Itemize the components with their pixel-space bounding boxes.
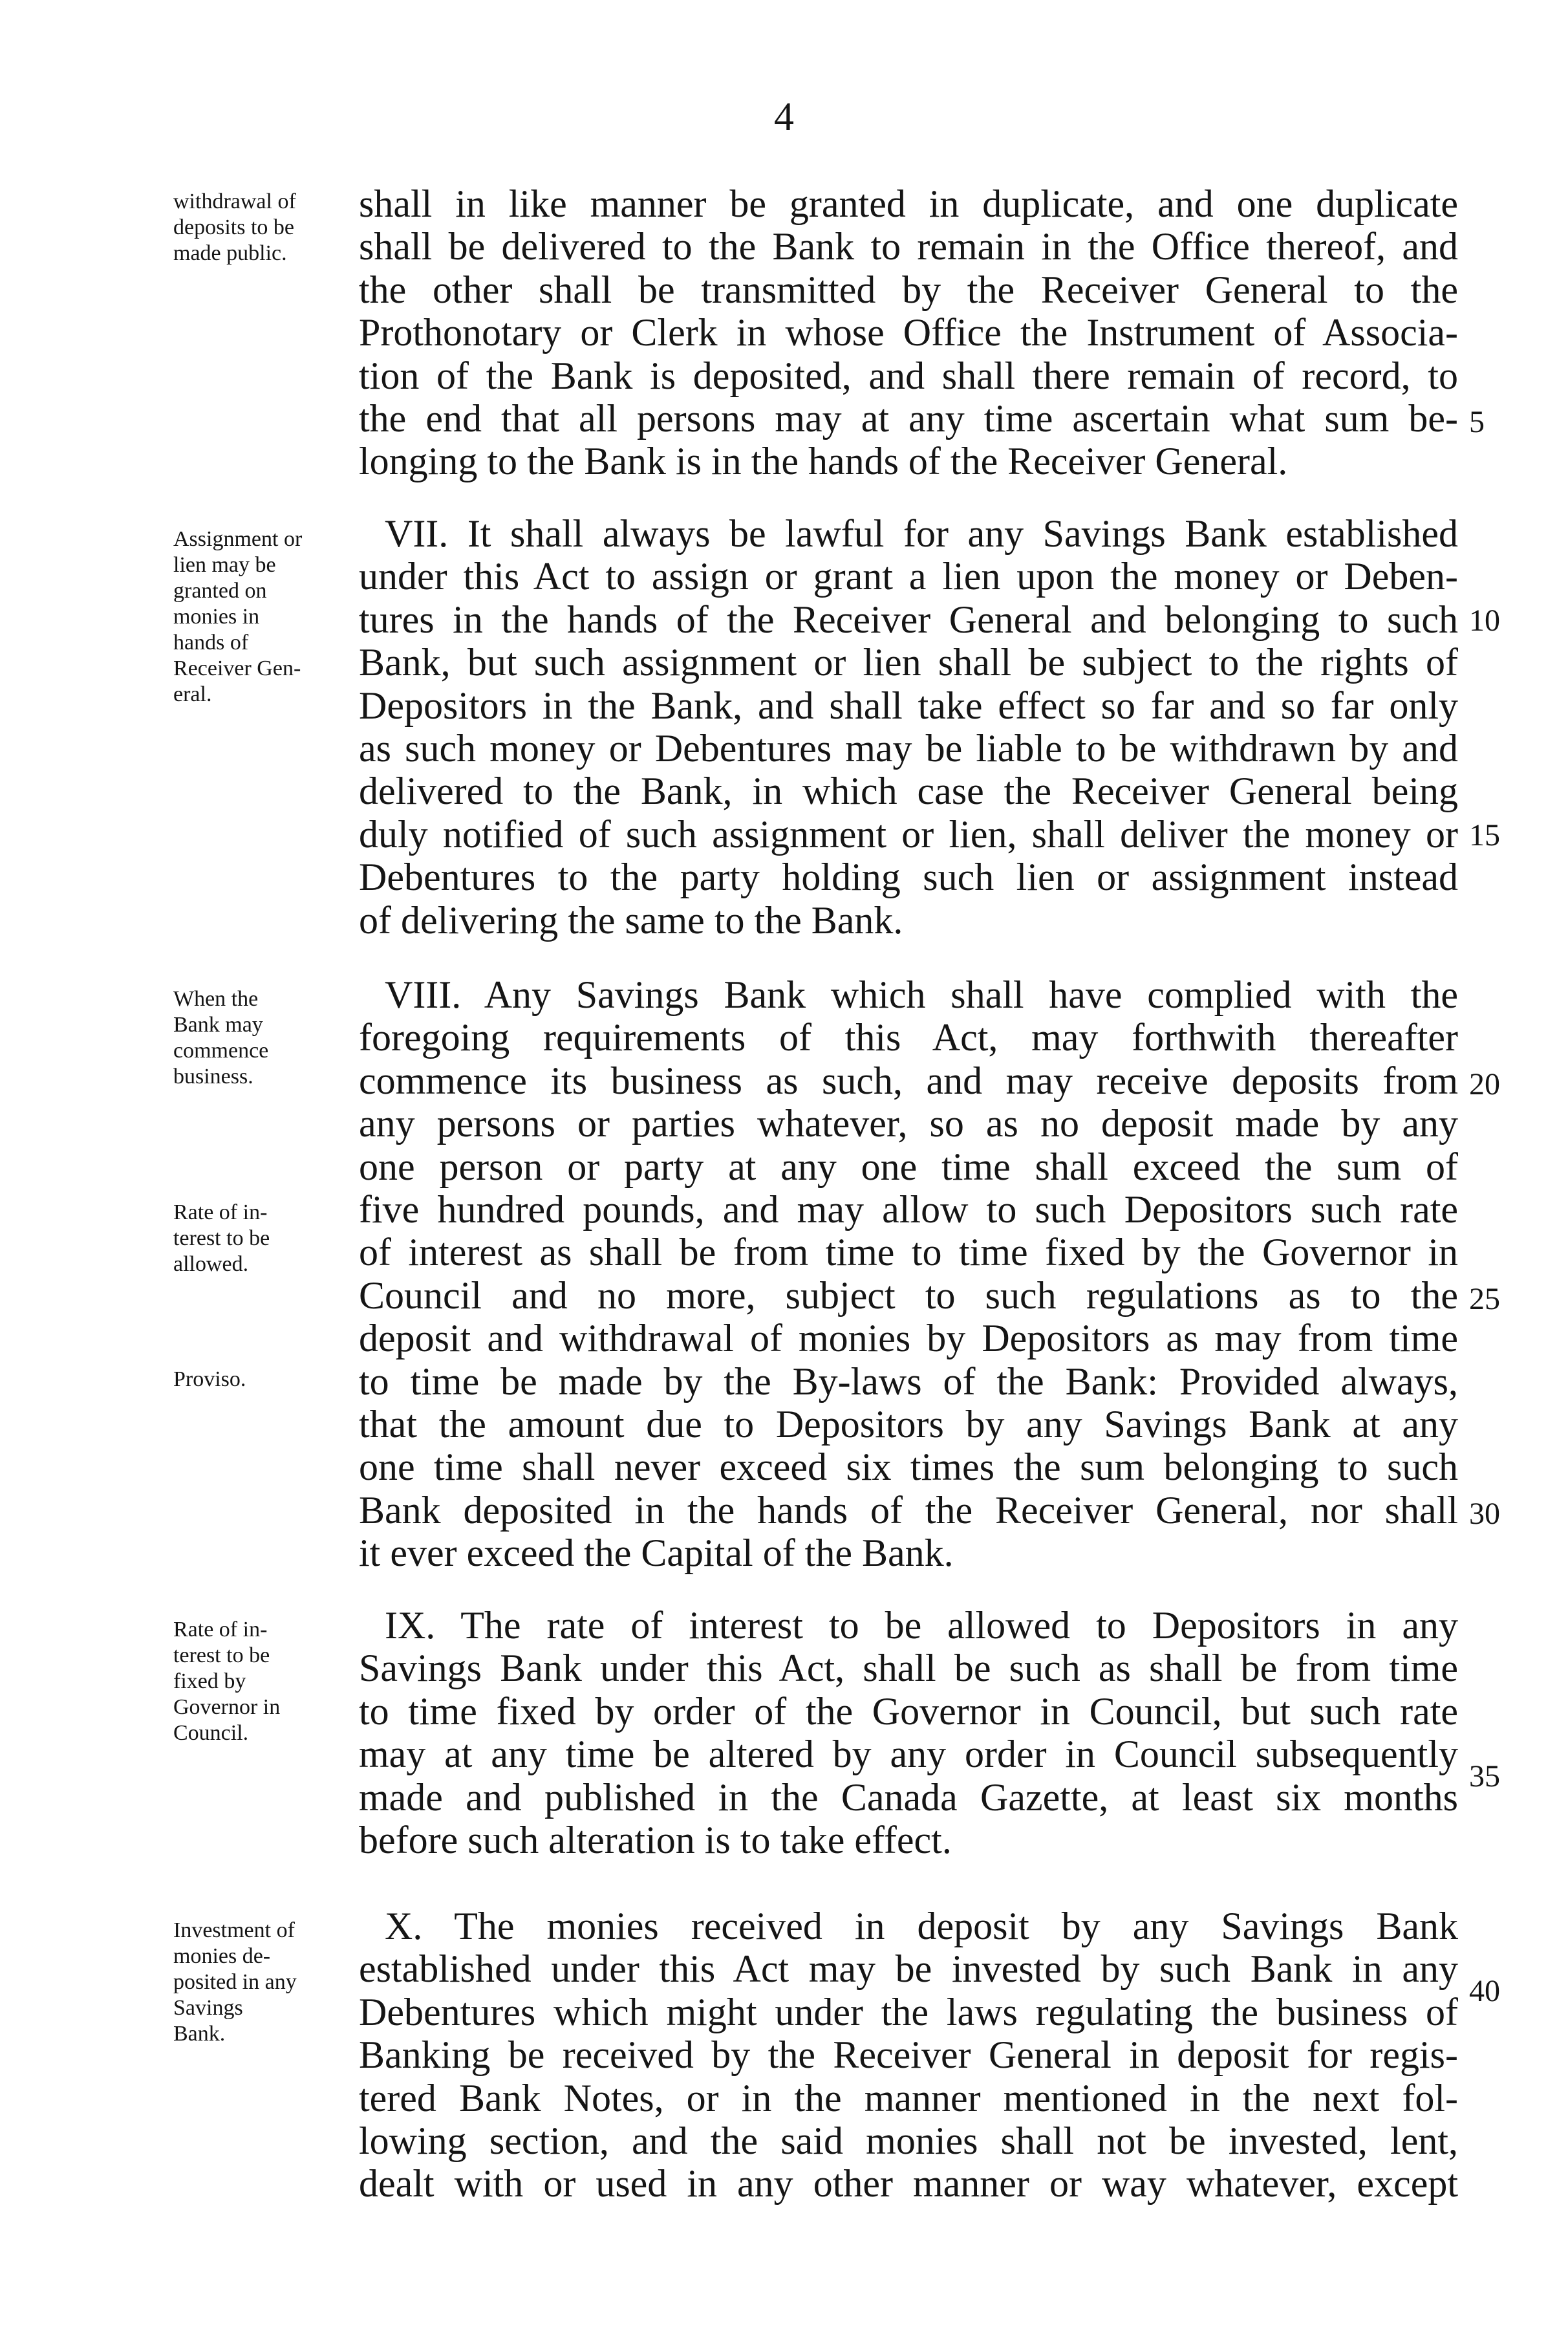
paragraph [359, 973, 1458, 1575]
marginal-line: Bank may [173, 1013, 263, 1037]
text-line: it ever exceed the Capital of the Bank. [359, 1532, 954, 1575]
text-line: established under this Act may be invested by such Bank in any [359, 1947, 1458, 1991]
text-line: Debentures to the party holding such lien or assignment instead [359, 856, 1458, 899]
marginal-note [173, 1617, 358, 1746]
text-line: that the amount due to Depositors by any Savings Bank at any [359, 1403, 1458, 1446]
marginal-line: Investment of [173, 1918, 295, 1942]
text-line: Prothonotary or Clerk in whose Office the Instrument of Associa- [359, 311, 1458, 354]
paragraph [359, 512, 1458, 942]
marginal-line: Rate of in- [173, 1618, 268, 1641]
marginal-note [173, 189, 358, 266]
marginal-line: Council. [173, 1721, 249, 1745]
line-number: 20 [1469, 1067, 1500, 1101]
line-number: 30 [1469, 1497, 1500, 1531]
marginal-line: withdrawal of [173, 190, 296, 213]
text-line: IX. The rate of interest to be allowed to Depositors in any [385, 1604, 1458, 1647]
line-number: 15 [1469, 818, 1500, 852]
text-line: any persons or parties whatever, so as no deposit made by any [359, 1102, 1458, 1145]
marginal-note [173, 1918, 358, 2047]
marginal-line: Bank. [173, 2022, 226, 2046]
marginal-line: posited in any [173, 1970, 297, 1994]
text-line: delivered to the Bank, in which case the Receiver General being [359, 770, 1458, 813]
text-line: Debentures which might under the laws regulating the business of [359, 1990, 1458, 2033]
marginal-line: granted on [173, 579, 267, 603]
marginal-line: eral. [173, 682, 212, 706]
marginal-note [173, 1367, 358, 1392]
text-line: as such money or Debentures may be liable to be withdrawn by and [359, 727, 1458, 770]
text-line: under this Act to assign or grant a lien upon the money or Deben- [359, 555, 1458, 598]
text-line: dealt with or used in any other manner or way whatever, except [359, 2162, 1458, 2205]
page-number: 4 [774, 95, 794, 139]
text-line: Banking be received by the Receiver General in deposit for regis- [359, 2033, 1458, 2077]
text-line: deposit and withdrawal of monies by Depositors as may from time [359, 1317, 1458, 1360]
text-line: before such alteration is to take effect. [359, 1819, 952, 1862]
marginal-line: When the [173, 987, 259, 1011]
line-number: 35 [1469, 1759, 1500, 1793]
text-line: one person or party at any one time shall exceed the sum of [359, 1145, 1458, 1188]
marginal-line: Governor in [173, 1695, 281, 1719]
text-line: of delivering the same to the Bank. [359, 898, 903, 942]
marginal-line: lien may be [173, 553, 276, 577]
text-line: lowing section, and the said monies shall not be invested, lent, [359, 2119, 1458, 2163]
marginal-line: terest to be [173, 1643, 270, 1667]
text-line: the other shall be transmitted by the Receiver General to the [359, 268, 1458, 311]
marginal-note [173, 526, 358, 708]
text-line: Bank deposited in the hands of the Receiver General, nor shall [359, 1488, 1458, 1532]
marginal-line: Receiver Gen- [173, 656, 301, 680]
text-line: foregoing requirements of this Act, may forthwith thereafter [359, 1016, 1458, 1059]
text-line: one time shall never exceed six times the sum belonging to such [359, 1446, 1458, 1489]
text-line: longing to the Bank is in the hands of the Receiver General. [359, 440, 1288, 483]
text-line: tion of the Bank is deposited, and shall there remain of record, to [359, 354, 1458, 397]
text-line: of interest as shall be from time to time fixed by the Governor in [359, 1231, 1458, 1274]
text-line: Savings Bank under this Act, shall be such as shall be from time [359, 1647, 1458, 1690]
text-line: to time be made by the By-laws of the Bank: Provided always, [359, 1359, 1458, 1403]
text-line: five hundred pounds, and may allow to such Depositors such rate [359, 1188, 1458, 1231]
marginal-line: monies in [173, 605, 260, 629]
text-line: commence its business as such, and may receive deposits from [359, 1059, 1458, 1102]
marginal-note [173, 986, 358, 1090]
marginal-line: deposits to be [173, 215, 294, 239]
line-number: 10 [1469, 603, 1500, 638]
text-line: may at any time be altered by any order in Council subsequently [359, 1733, 1458, 1776]
marginal-line: made public. [173, 241, 287, 265]
text-line: the end that all persons may at any time ascertain what sum be- [359, 397, 1458, 440]
line-number: 40 [1469, 1974, 1500, 2008]
text-line: X. The monies received in deposit by any Savings Bank [385, 1905, 1458, 1947]
marginal-line: terest to be [173, 1226, 270, 1250]
text-line: to time fixed by order of the Governor in Council, but such rate [359, 1689, 1458, 1733]
marginal-line: commence [173, 1039, 269, 1063]
text-line: tures in the hands of the Receiver General and belonging to such [359, 598, 1458, 641]
marginal-line: fixed by [173, 1669, 246, 1693]
text-line: made and published in the Canada Gazette, at least six months [359, 1775, 1458, 1819]
marginal-line: allowed. [173, 1252, 249, 1276]
marginal-line: Proviso. [173, 1367, 246, 1391]
text-line: shall in like manner be granted in duplicate, and one duplicate [359, 182, 1458, 225]
marginal-note [173, 1200, 358, 1277]
marginal-line: hands of [173, 631, 249, 655]
text-line: Depositors in the Bank, and shall take effect so far and so far only [359, 684, 1458, 727]
text-line: VII. It shall always be lawful for any Savings Bank established [385, 512, 1458, 555]
marginal-line: Assignment or [173, 527, 303, 551]
paragraph [359, 1905, 1458, 2205]
line-number: 25 [1469, 1282, 1500, 1316]
text-line: Bank, but such assignment or lien shall be subject to the rights of [359, 641, 1458, 684]
paragraph [359, 1604, 1458, 1861]
text-line: VIII. Any Savings Bank which shall have complied with the [385, 973, 1458, 1016]
text-line: Council and no more, subject to such regulations as to the [359, 1273, 1458, 1317]
marginal-line: Savings [173, 1996, 243, 2020]
text-line: shall be delivered to the Bank to remain in the Office thereof, and [359, 225, 1458, 268]
marginal-line: Rate of in- [173, 1200, 268, 1224]
paragraph [359, 182, 1458, 483]
line-number: 5 [1469, 405, 1485, 439]
text-line: duly notified of such assignment or lien, shall deliver the money or [359, 812, 1458, 856]
text-line: tered Bank Notes, or in the manner mentioned in the next fol- [359, 2076, 1458, 2119]
marginal-line: monies de- [173, 1944, 271, 1968]
marginal-line: business. [173, 1065, 253, 1089]
